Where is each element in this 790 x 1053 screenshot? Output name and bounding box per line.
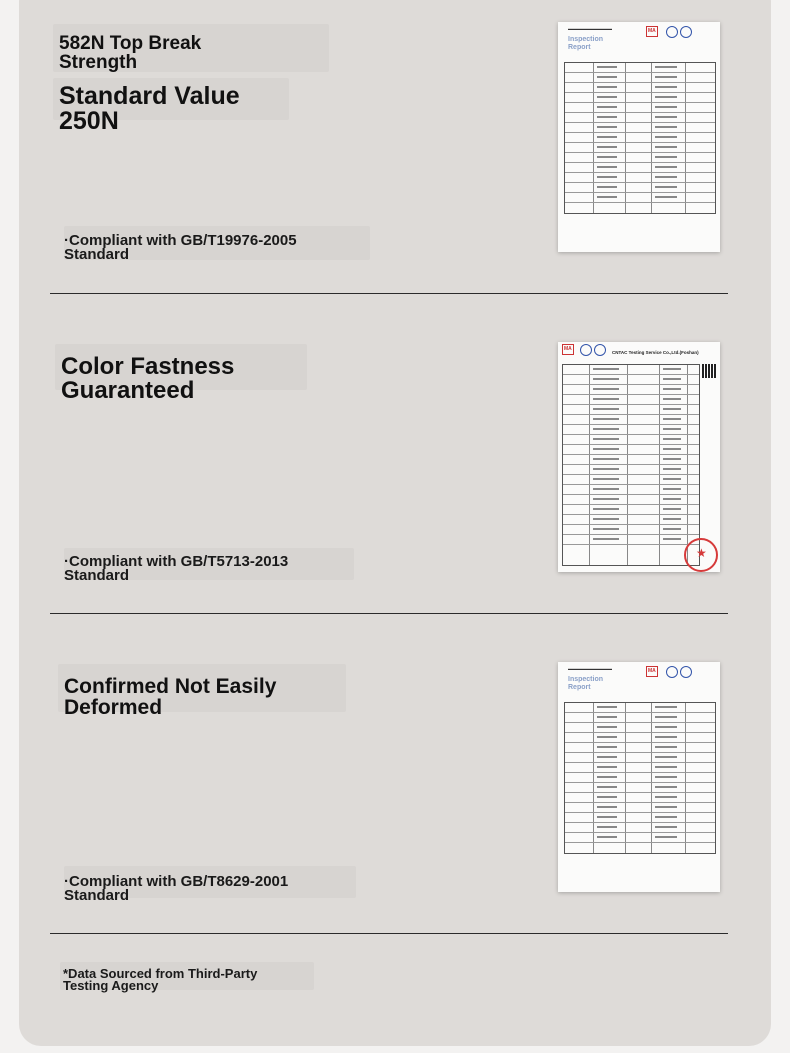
report-title: Inspection Report — [568, 676, 604, 691]
ilac-logo-icon — [666, 666, 678, 678]
report-table — [562, 364, 700, 566]
report-organization: CNTAC Testing Service Co.,Ltd.(Foshan) — [612, 350, 699, 355]
cnas-logo-icon — [680, 666, 692, 678]
report-title: Inspection Report — [568, 36, 604, 51]
report-header: ▬▬▬▬▬▬▬▬▬▬▬ — [568, 26, 612, 31]
compliance-text: ·Compliant with GB/T5713-2013 Standard — [64, 553, 289, 584]
cnas-logo-icon — [594, 344, 606, 356]
compliance-text: ·Compliant with GB/T8629-2001 Standard — [64, 873, 289, 904]
ma-logo: MA — [562, 344, 574, 355]
data-source-footnote: *Data Sourced from Third-Party Testing Agency — [63, 966, 258, 993]
section-divider — [50, 933, 728, 934]
section-divider — [50, 613, 728, 614]
ilac-logo-icon — [580, 344, 592, 356]
test-report-image — [558, 342, 720, 572]
ilac-logo-icon — [666, 26, 678, 38]
report-table — [564, 702, 716, 854]
section-headline: 582N Top Break Strength — [59, 33, 202, 73]
ma-logo: MA — [646, 666, 658, 677]
ma-logo: MA — [646, 26, 658, 37]
standard-value: Standard Value 250N — [59, 82, 240, 135]
section-headline: Confirmed Not Easily Deformed — [64, 675, 277, 719]
section-divider — [50, 293, 728, 294]
report-table — [564, 62, 716, 214]
red-stamp-icon: ★ — [684, 538, 718, 572]
inspection-report-image — [558, 662, 720, 892]
compliance-text: ·Compliant with GB/T19976-2005 Standard — [64, 232, 297, 263]
qr-code-icon — [702, 364, 716, 378]
inspection-report-image — [558, 22, 720, 252]
report-header: ▬▬▬▬▬▬▬▬▬▬▬ — [568, 666, 612, 671]
cnas-logo-icon — [680, 26, 692, 38]
section-headline: Color Fastness Guaranteed — [61, 353, 235, 404]
